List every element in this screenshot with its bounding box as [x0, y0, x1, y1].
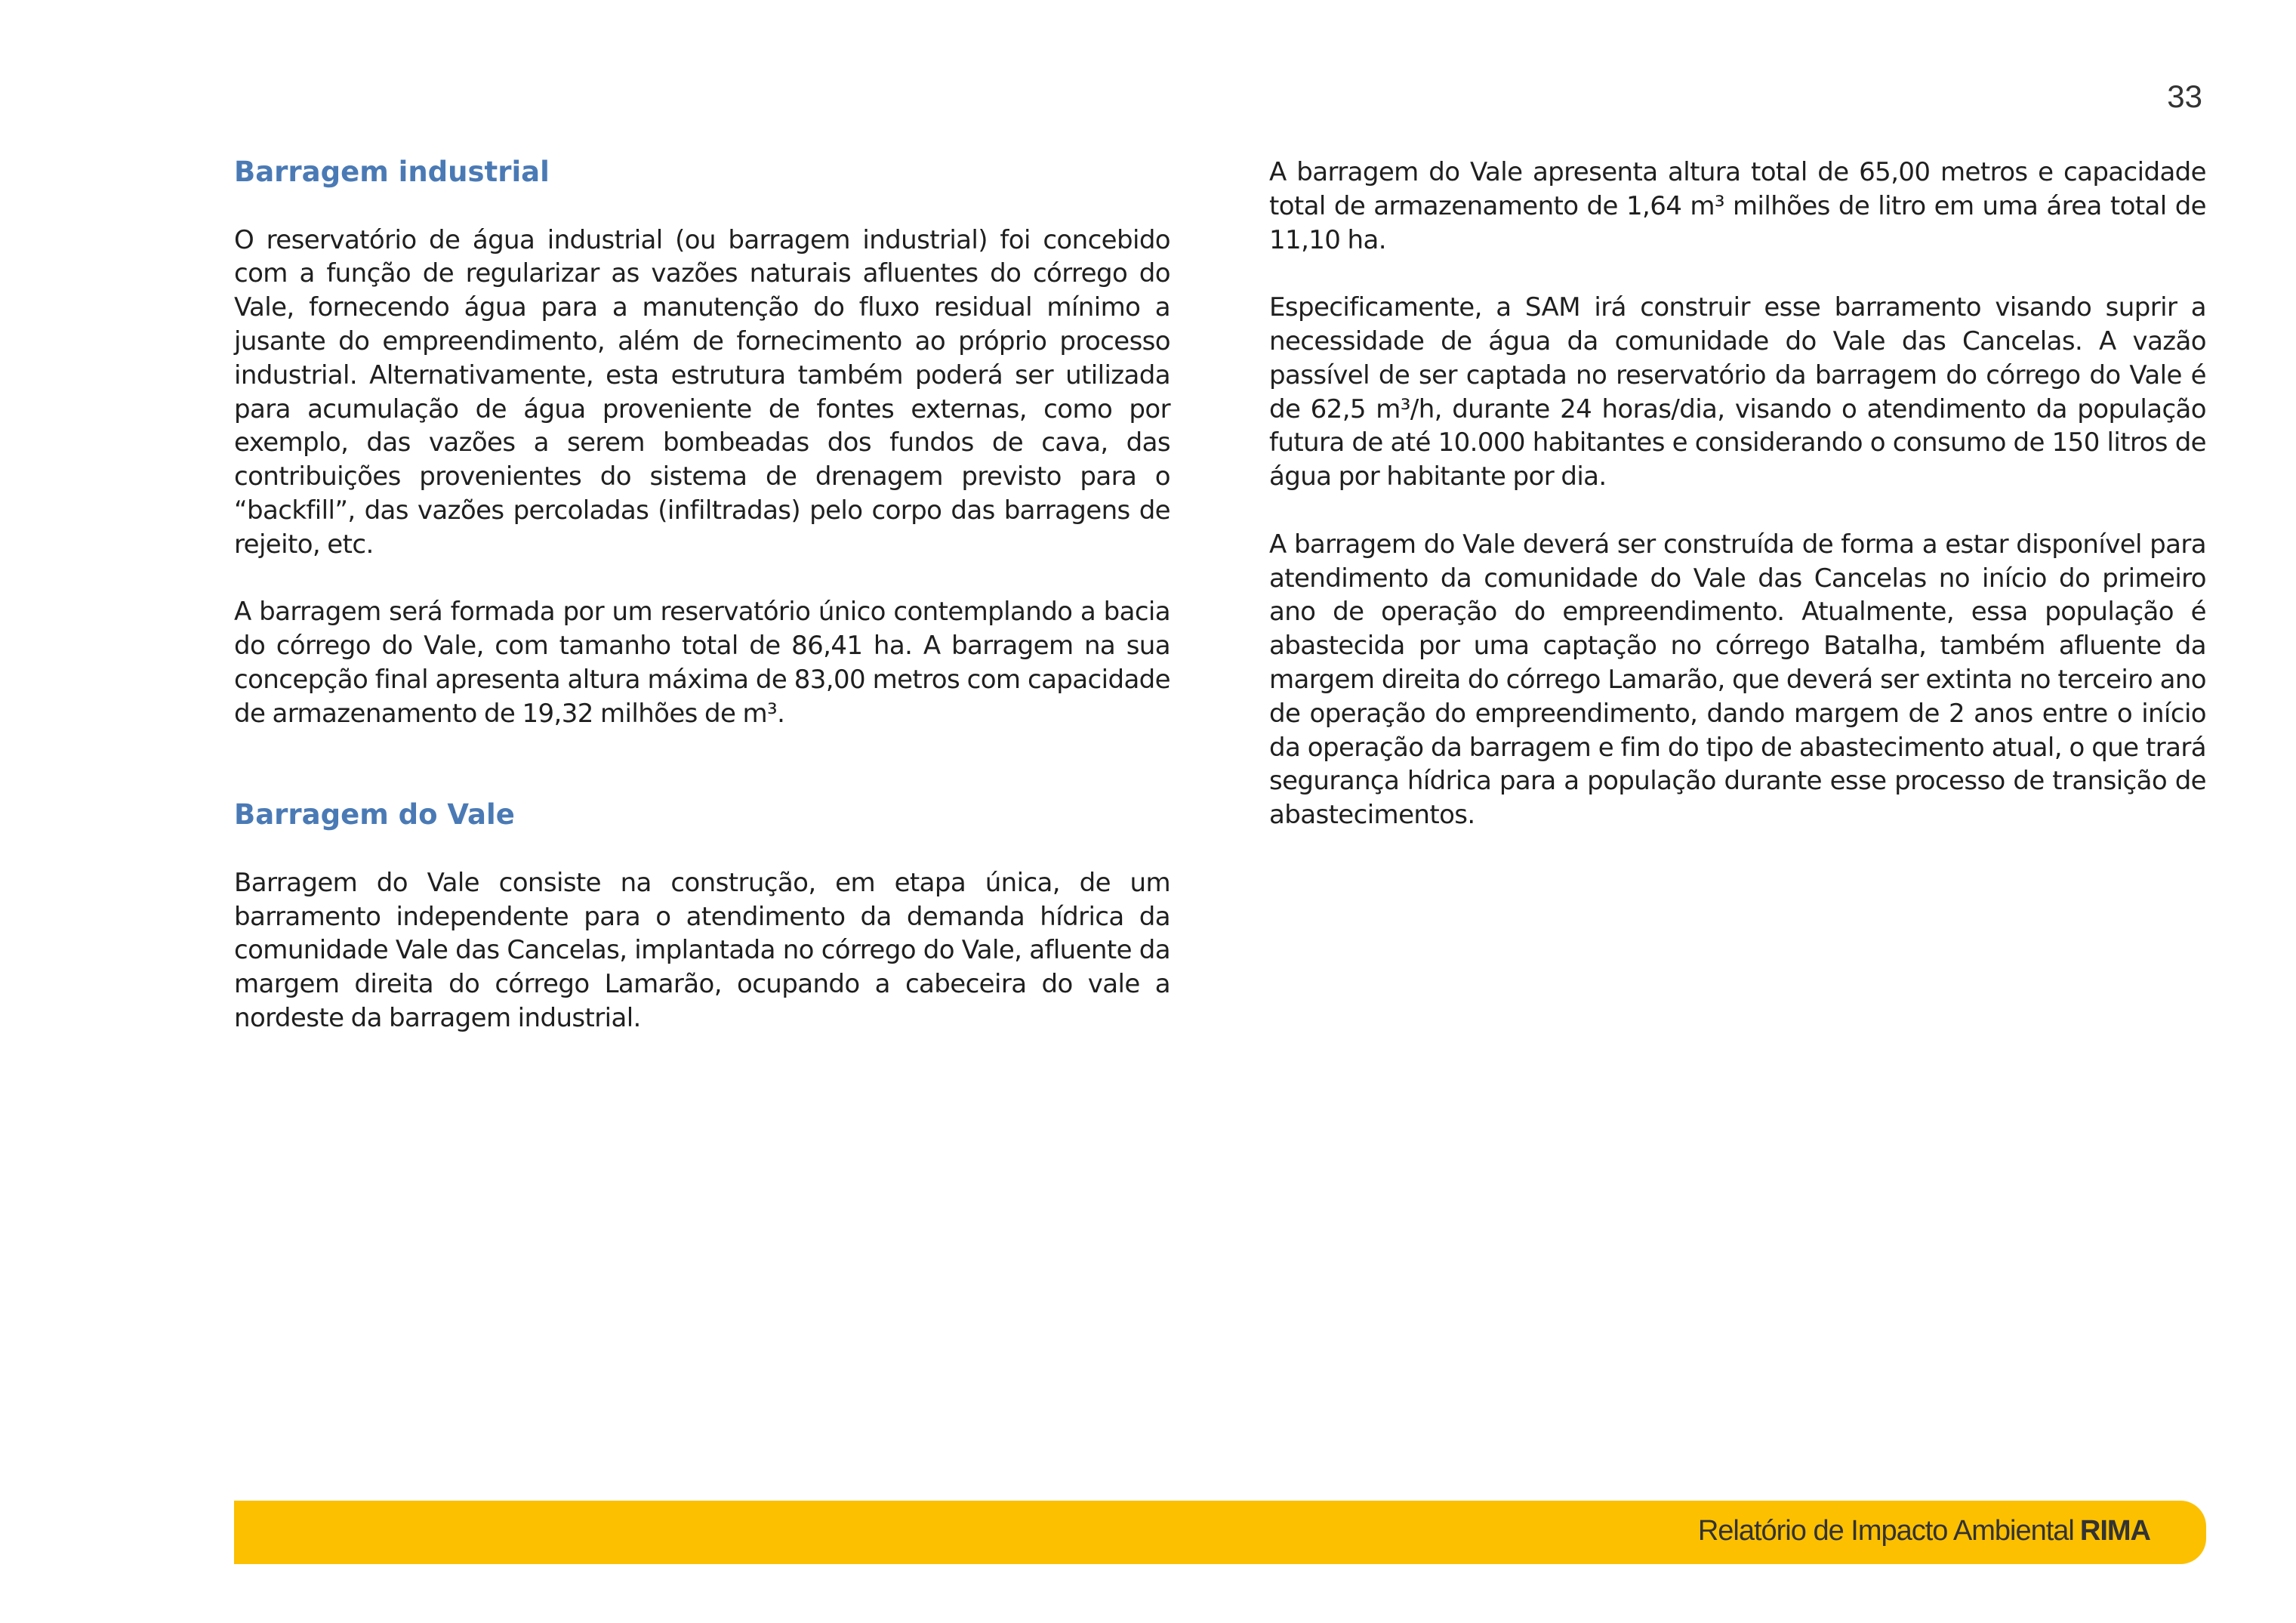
- paragraph-barragem-do-vale-disponibilidade: A barragem do Vale deverá ser construída de forma a estar disponível para atendimento da comunidade do Vale das Cancelas no início do primeiro ano de operação do empreendimento. Atualmente, essa população é abastecida por uma captação no córrego Batalha, também afluente da margem direita do córrego Lamarão, que deverá ser extinta no terceiro ano de operação do empreendimento, dando margem de 2 anos entre o início da operação da barragem e fim do tipo de abastecimento atual, o que trará segurança hídrica para a população durante esse processo de transição de abastecimentos.: [1269, 529, 2206, 831]
- spacer: [1269, 494, 2206, 528]
- paragraph-reservatorio-industrial: O reservatório de água industrial (ou barragem industrial) foi concebido com a função de regularizar as vazões naturais afluentes do córrego do Vale, fornecendo água para a manutenção do fluxo residual mínimo a jusante do empreendimento, além de fornecimento ao próprio processo industrial. Alternativamente, esta estrutura também poderá ser utilizada para acumulação de água proveniente de fontes externas, como por exemplo, das vazões a serem bombeadas dos fundos de cava, das contribuições provenientes do sistema de drenagem previsto para o “backfill”, das vazões percoladas (infiltradas) pelo corpo das barragens de rejeito, etc.: [234, 224, 1170, 560]
- footer-title: [1698, 1515, 2150, 1547]
- spacer: [234, 731, 1170, 799]
- section-heading-barragem-industrial: Barragem industrial: [234, 156, 550, 188]
- footer-rima-acronym: RIMA: [2079, 1515, 2150, 1547]
- paragraph-sam-barramento: Especificamente, a SAM irá construir esse barramento visando suprir a necessidade de água da comunidade do Vale das Cancelas. A vazão passível de ser captada no reservatório da barragem do córrego do Vale é de 62,5 m³/h, durante 24 horas/dia, visando o atendimento da população futura de até 10.000 habitantes e considerando o consumo de 150 litros de água por habitante por dia.: [1269, 292, 2206, 492]
- spacer: [234, 832, 1170, 866]
- spacer: [234, 190, 1170, 224]
- right-column: [1269, 156, 2206, 832]
- paragraph-barragem-do-vale-dimensoes: A barragem do Vale apresenta altura total de 65,00 metros e capacidade total de armazenamento de 1,64 m³ milhões de litro em uma área total de 11,10 ha.: [1269, 157, 2206, 255]
- paragraph-barragem-do-vale-descricao: Barragem do Vale consiste na construção, em etapa única, de um barramento independente para o atendimento da demanda hídrica da comunidade Vale das Cancelas, implantada no córrego do Vale, afluente da margem direita do córrego Lamarão, ocupando a cabeceira do vale a nordeste da barragem industrial.: [234, 867, 1170, 1033]
- section-heading-barragem-do-vale: Barragem do Vale: [234, 798, 515, 832]
- footer-bar: [234, 1501, 2206, 1564]
- footer-report-title: Relatório de Impacto Ambiental: [1697, 1515, 2074, 1547]
- page-number: 33: [2167, 79, 2202, 114]
- spacer: [1269, 257, 2206, 291]
- left-column: [234, 156, 1170, 1035]
- spacer: [234, 562, 1170, 596]
- paragraph-barragem-formacao: A barragem será formada por um reservatório único contemplando a bacia do córrego do Vale, com tamanho total de 86,41 ha. A barragem na sua concepção final apresenta altura máxima de 83,00 metros com capacidade de armazenamento de 19,32 milhões de m³.: [234, 597, 1170, 729]
